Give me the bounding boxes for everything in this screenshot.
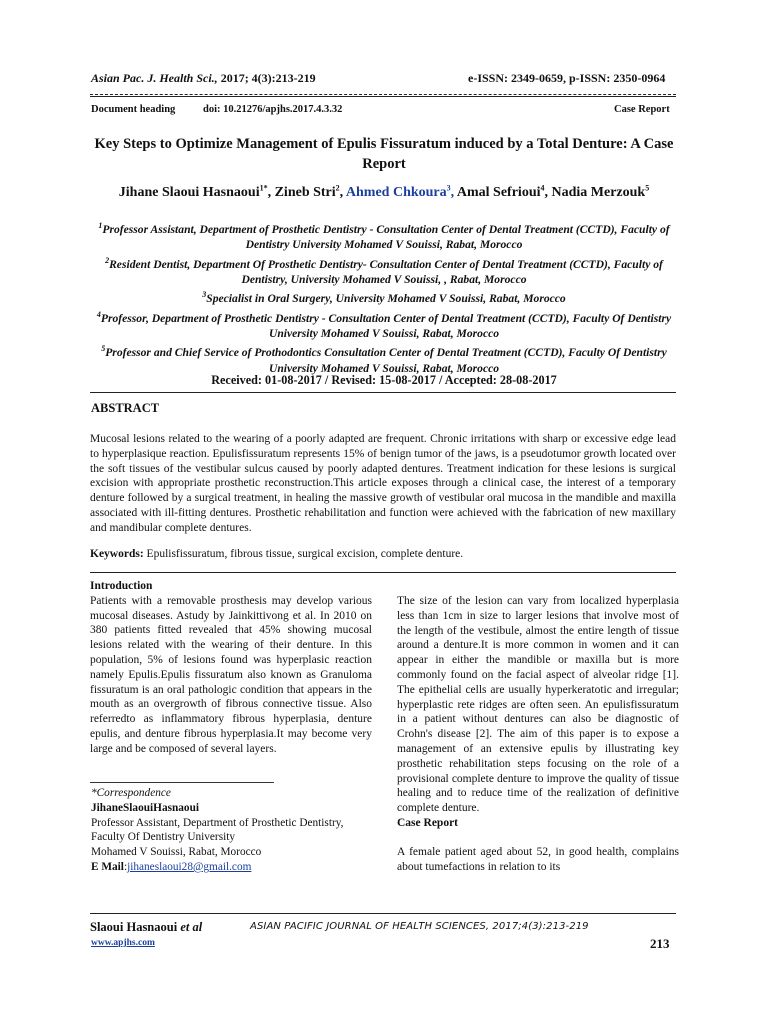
author-2: Zineb Stri$^2$, [274,183,346,200]
introduction-heading: Introduction [90,580,153,592]
footer-author-name: Slaoui Hasnaoui [90,920,181,934]
introduction-text: Patients with a removable prosthesis may develop various mucosal diseases. Astudy by Jainkittivong et al. In 2010 on 380 patients fitted revealed that 45% showing mucosal lesions related with the wearing of their denture. In this population, 5% of lesions found was hyperplasic reaction namely Epulis.Epulis fissuratum also known as Granuloma fissuratum is an oral pathologic condition that appears in the mouth as an overgrowth of fibrous connective tissue. Also referredto as inflammatory fibrous hyperplasia, denture epulis, and denture fibrous hyperplasia.It may become very large and be composed of several layers. [90,594,372,755]
introduction-section [90,579,372,757]
keywords [90,548,676,560]
correspondence-line-3: Mohamed V Souissi, Rabat, Morocco [91,846,262,859]
doi: doi: 10.21276/apjhs.2017.4.3.32 [203,104,343,115]
paper-title: Key Steps to Optimize Management of Epulis Fissuratum induced by a Total Denture: A Case Report [94,136,674,172]
author-3: Ahmed Chkoura$^3$, [345,183,457,200]
correspondence-rule [90,782,274,783]
correspondence-name: JihaneSlaouiHasnaoui [91,801,199,814]
author-5: Nadia Merzouk$^5$ [551,183,650,200]
keywords-label: Keywords: [90,548,144,560]
affiliation-3: $^3$Specialist in Oral Surgery, University Mohamed V Souissi, Rabat, Morocco [202,290,566,306]
correspondence-line-1: Professor Assistant, Department of Prosthetic Dentistry, [91,816,344,829]
footer-journal: ASIAN PACIFIC JOURNAL OF HEALTH SCIENCES, 2017;4(3):213-219 [250,921,589,932]
article-type: Case Report [614,104,670,115]
journal-reference [91,71,316,86]
affiliation-1: $^1$Professor Assistant, Department of Prosthetic Dentistry - Consultation Center of Dental Treatment (CCTD), Faculty of Dentistry University Mohamed V Souissi, Rabat, Morocco [98,221,670,252]
page-number: 213 [650,936,670,951]
header-rule-2 [90,96,676,97]
affiliations [88,218,680,376]
author-list [80,183,688,201]
journal-volume: 2017; 4(3):213-219 [217,71,316,85]
author-1: Jihane Slaoui Hasnaoui$^{1*}$, [118,183,275,200]
abstract-heading: ABSTRACT [91,401,160,415]
footer-rule [90,913,676,914]
correspondence-label: *Correspondence [91,787,171,799]
abstract-text: Mucosal lesions related to the wearing of a poorly adapted are frequent. Chronic irritations with sharp or excessive edge lead to hyperplasique reaction. Epulisfissuratum represents 15% of benign tumor of the jaws, is a pseudotumor growth located over the soft tissues of the vestibular sulcus caused by poorly adapted dentures. Treatment indication for these lesions is surgical excision with appropriate prosthetic reconstruction.This article exposes through a clinical case, the interest of a temporary denture followed by a surgical treatment, in healing the massive growth of vestibular oral mucosa in the mandible and maxilla associated with ill-fitting dentures. Prosthetic rehabilitation and function were achieved with the fabrication of new maxillary and mandibular complete dentures. [90,433,676,534]
issn: e-ISSN: 2349-0659, p-ISSN: 2350-0964 [468,71,666,85]
affiliation-5: $^5$Professor and Chief Service of Prothodontics Consultation Center of Dental Treatment (CCTD), Faculty Of Dentistry University Mohamed V Souissi, Rabat, Morocco [101,344,667,375]
correspondence-line-2: Faculty Of Dentistry University [91,831,236,844]
dates-rule [90,392,676,393]
author-4: Amal Sefrioui$^4$, [456,183,552,200]
footer-author [90,920,202,935]
footer-author-etal: et al [180,920,203,934]
affiliation-4: $^4$Professor, Department of Prosthetic Dentistry - Consultation Center of Dental Treatment (CCTD), Faculty Of Dentistry University Mohamed V Souissi, Rabat, Morocco [96,309,672,340]
correspondence-email-row: E Mail:jihaneslaoui28@gmail.com [91,860,252,873]
email-link[interactable]: jihaneslaoui28@gmail.com [127,860,252,873]
case-report-heading: Case Report [397,816,458,829]
correspondence-block [91,786,381,875]
right-column [397,594,679,874]
document-heading: Document heading [91,104,176,115]
header-rule [90,94,676,95]
right-column-paragraph-1: The size of the lesion can vary from localized hyperplasia less than 1cm in size to larger lesions that involve most of the length of the vestibule, almost the entire length of tissue around a denture.It is more common in women and it can appear in either the mandible or maxilla but is more commonly found on the facial aspect of alveolar ridge [1]. The epithelial cells are usually hyperkeratotic and irregular; hyperplastic rete ridges are often seen. An epulisfissuratum in a patient without dentures can also be diagnostic of Crohn's disease [2]. The aim of this paper is to expose a management of an extensive epulis by illustrating key prosthetic rehabilitation steps focusing on the role of a provisional complete denture to improve the quality of tissue healing and to reduce time of the realization of definitive complete denture. [397,595,679,815]
email-label: E Mail [91,860,124,873]
keywords-text: Epulisfissuratum, fibrous tissue, surgical excision, complete denture. [143,548,464,560]
affiliation-2: $^2$Resident Dentist, Department Of Prosthetic Dentistry- Consultation Center of Dental Treatment (CCTD), Faculty of Dentistry, University Mohamed V Souissi, , Rabat, Morocco [105,255,663,286]
keywords-rule [90,572,676,573]
journal-name: Asian Pac. J. Health Sci., [91,71,218,85]
submission-dates: Received: 01-08-2017 / Revised: 15-08-2017 / Accepted: 28-08-2017 [211,373,557,387]
footer-website-link[interactable]: www.apjhs.com [91,938,155,948]
case-report-text: A female patient aged about 52, in good health, complains about tumefactions in relation to its [397,845,679,873]
